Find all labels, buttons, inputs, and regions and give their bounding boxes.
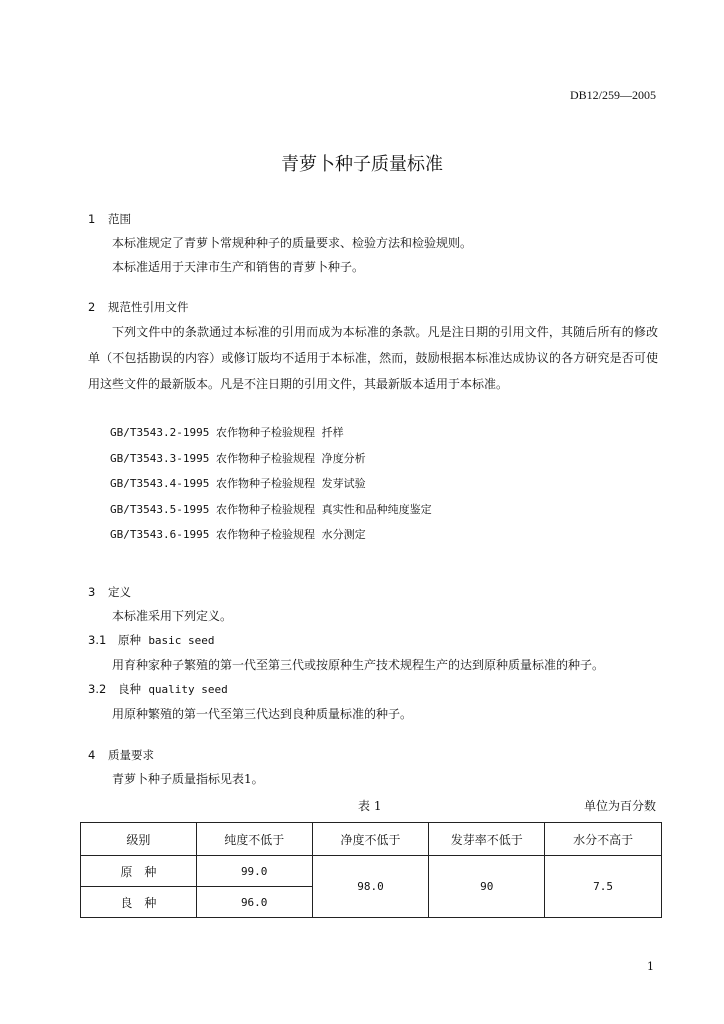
column-header: 水分不高于	[545, 823, 662, 856]
document-code: DB12/259—2005	[569, 88, 656, 102]
table-label: 表 1	[358, 799, 382, 813]
section-4-heading	[88, 743, 658, 767]
paragraph: 本标准规定了青萝卜常规种种子的质量要求、检验方法和检验规则。	[112, 236, 473, 250]
section-number: 1	[88, 212, 96, 226]
section-title: 质量要求	[108, 748, 154, 762]
purity-cell: 96.0	[196, 887, 312, 918]
subsection-number: 3.1	[88, 633, 107, 647]
section-number: 4	[88, 748, 96, 762]
definition-text: 用育种家种子繁殖的第一代至第三代或按原种生产技术规程生产的达到原种质量标准的种子。	[112, 658, 605, 672]
page-number: 1	[647, 960, 654, 973]
section-2-heading	[88, 295, 658, 319]
section-1	[88, 207, 658, 279]
paragraph: 本标准适用于天津市生产和销售的青萝卜种子。	[112, 260, 365, 274]
section-2	[88, 295, 658, 397]
reference-item: GB/T3543.6-1995 农作物种子检验规程 水分测定	[110, 528, 366, 541]
paragraph: 下列文件中的条款通过本标准的引用而成为本标准的条款。凡是注日期的引用文件，其随后所有的修改单（不包括勘误的内容）或修订版均不适用于本标准，然而，鼓励根据本标准达成协议的各方研究是否可使用这些文件的最新版本。凡是不注日期的引用文件，其最新版本适用于本标准。	[88, 325, 658, 391]
definition-text: 用原种繁殖的第一代至第三代达到良种质量标准的种子。	[112, 707, 413, 721]
table-row	[81, 856, 662, 887]
subsection-number: 3.2	[88, 682, 107, 696]
reference-item: GB/T3543.3-1995 农作物种子检验规程 净度分析	[110, 451, 366, 465]
column-header: 级别	[81, 823, 197, 856]
term: 原种	[118, 633, 141, 647]
section-title: 定义	[108, 585, 131, 599]
definition-3-1-heading	[88, 628, 658, 653]
section-1-heading	[88, 207, 658, 231]
table-unit: 单位为百分数	[583, 799, 656, 813]
reference-item: GB/T3543.2-1995 农作物种子检验规程 扦样	[110, 426, 344, 439]
paragraph: 青萝卜种子质量指标见表1。	[112, 772, 264, 786]
reference-item: GB/T3543.4-1995 农作物种子检验规程 发芽试验	[110, 477, 366, 490]
moisture-cell: 7.5	[545, 856, 662, 918]
grade-cell: 原 种	[81, 856, 197, 887]
cleanliness-cell: 98.0	[312, 856, 429, 918]
reference-item: GB/T3543.5-1995 农作物种子检验规程 真实性和品种纯度鉴定	[110, 502, 432, 516]
paragraph: 本标准采用下列定义。	[112, 609, 233, 623]
term: 良种	[118, 682, 141, 696]
table-header-row	[81, 823, 662, 856]
section-number: 3	[88, 585, 96, 599]
column-header: 纯度不低于	[196, 823, 312, 856]
reference-list	[110, 420, 432, 548]
column-header: 发芽率不低于	[429, 823, 545, 856]
term-english: basic seed	[148, 634, 215, 647]
section-title: 规范性引用文件	[108, 300, 189, 314]
germination-cell: 90	[429, 856, 545, 918]
section-3	[88, 580, 658, 726]
section-title: 范围	[108, 212, 131, 226]
grade-cell: 良 种	[81, 887, 197, 918]
column-header: 净度不低于	[312, 823, 429, 856]
term-english: quality seed	[148, 683, 228, 696]
section-number: 2	[88, 300, 96, 314]
purity-cell: 99.0	[196, 856, 312, 887]
quality-table	[80, 822, 662, 918]
section-4	[88, 743, 658, 791]
section-3-heading	[88, 580, 658, 604]
definition-3-2-heading	[88, 677, 658, 702]
page-title: 青萝卜种子质量标准	[281, 154, 443, 175]
